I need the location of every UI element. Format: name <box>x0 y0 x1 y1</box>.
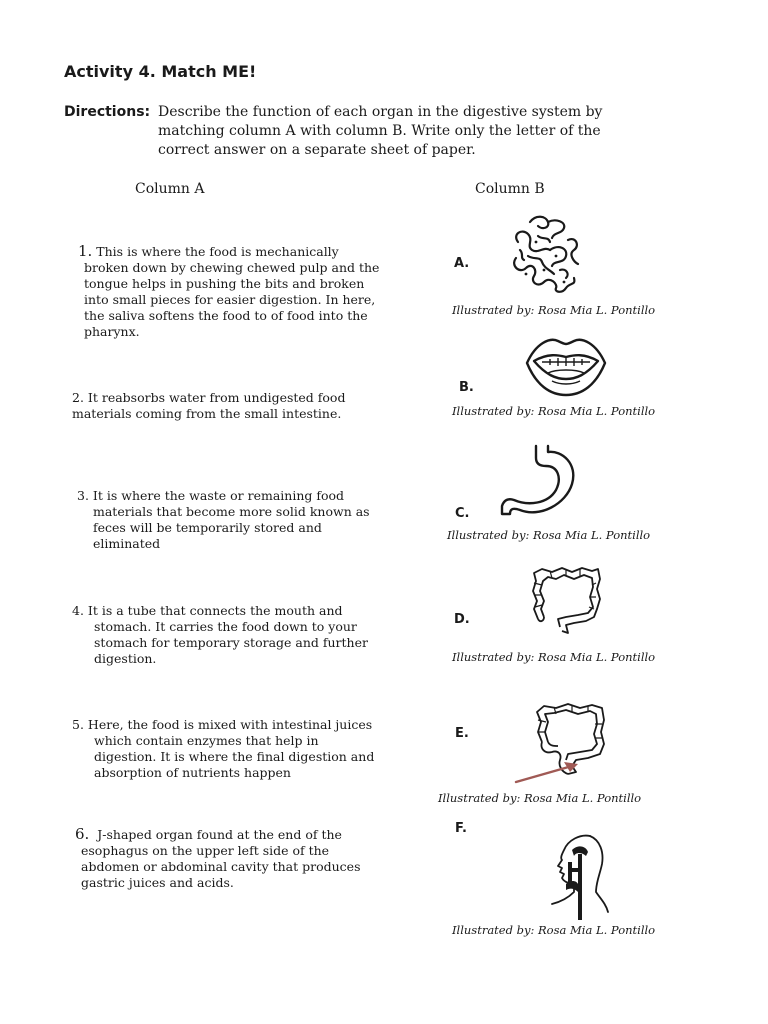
illustration-credit: Illustrated by: Rosa Mia L. Pontillo <box>452 650 656 664</box>
question-line: J-shaped organ found at the end of the <box>97 827 342 842</box>
column-a-header: Column A <box>135 181 205 197</box>
question-line: stomach for temporary storage and further <box>94 635 368 650</box>
column-b-header: Column B <box>475 181 545 197</box>
question-line: absorption of nutrients happen <box>94 765 291 780</box>
question-line: stomach. It carries the food down to your <box>94 619 357 634</box>
question-6 <box>75 826 361 891</box>
question-1 <box>78 243 379 340</box>
answer-letter-d: D. <box>454 612 470 627</box>
large-intestine-icon <box>530 563 604 635</box>
question-line: This is where the food is mechanically <box>96 244 339 259</box>
question-line: pharynx. <box>84 324 140 339</box>
question-number: 6. <box>75 825 90 843</box>
question-line: digestion. <box>94 651 157 666</box>
question-line: tongue helps in pushing the bits and broken <box>84 276 365 291</box>
illustration-credit: Illustrated by: Rosa Mia L. Pontillo <box>452 923 656 937</box>
answer-letter-c: C. <box>455 506 470 521</box>
illustration-credit: Illustrated by: Rosa Mia L. Pontillo <box>438 791 642 805</box>
answer-letter-f: F. <box>455 821 467 836</box>
small-intestine-icon <box>508 212 584 296</box>
question-line: into small pieces for easier digestion. In here, <box>84 292 376 307</box>
mouth-icon <box>524 335 608 397</box>
answer-letter-b: B. <box>459 380 474 395</box>
question-number: 1. <box>78 242 93 260</box>
directions-line: correct answer on a separate sheet of paper. <box>158 142 476 158</box>
question-line: Here, the food is mixed with intestinal juices <box>87 717 373 732</box>
question-number: 3. <box>77 488 89 503</box>
question-line: broken down by chewing chewed pulp and the <box>84 260 380 275</box>
question-line: which contain enzymes that help in <box>94 733 319 748</box>
question-line: esophagus on the upper left side of the <box>81 843 330 858</box>
directions-line: Describe the function of each organ in the digestive system by <box>158 104 603 120</box>
question-5 <box>72 717 374 781</box>
directions-line: matching column A with column B. Write only the letter of the <box>158 123 601 139</box>
question-line: eliminated <box>93 536 161 551</box>
question-number: 2. <box>72 390 84 405</box>
question-number: 5. <box>72 717 84 732</box>
activity-title: Activity 4. Match ME! <box>64 62 257 81</box>
illustration-credit: Illustrated by: Rosa Mia L. Pontillo <box>452 404 656 418</box>
directions-label: Directions: <box>64 104 151 120</box>
illustration-credit: Illustrated by: Rosa Mia L. Pontillo <box>452 303 656 317</box>
answer-letter-e: E. <box>455 726 469 741</box>
question-2 <box>72 390 345 422</box>
question-line: materials that become more solid known as <box>93 504 370 519</box>
esophagus-icon <box>550 832 610 920</box>
question-line: abdomen or abdominal cavity that produces <box>81 859 361 874</box>
question-line: feces will be temporarily stored and <box>93 520 322 535</box>
question-line: materials coming from the small intestine. <box>72 406 342 421</box>
pointer-arrow-icon <box>512 760 582 786</box>
question-3 <box>77 488 370 552</box>
question-line: It reabsorbs water from undigested food <box>87 390 346 405</box>
stomach-icon <box>500 444 586 516</box>
question-number: 4. <box>72 603 84 618</box>
question-line: It is where the waste or remaining food <box>92 488 345 503</box>
directions-text <box>158 103 658 160</box>
question-line: It is a tube that connects the mouth and <box>87 603 343 618</box>
question-line: gastric juices and acids. <box>81 875 234 890</box>
question-4 <box>72 603 368 667</box>
question-line: the saliva softens the food to of food into the <box>84 308 368 323</box>
answer-letter-a: A. <box>454 256 470 271</box>
question-line: digestion. It is where the final digestion and <box>94 749 375 764</box>
illustration-credit: Illustrated by: Rosa Mia L. Pontillo <box>447 528 651 542</box>
